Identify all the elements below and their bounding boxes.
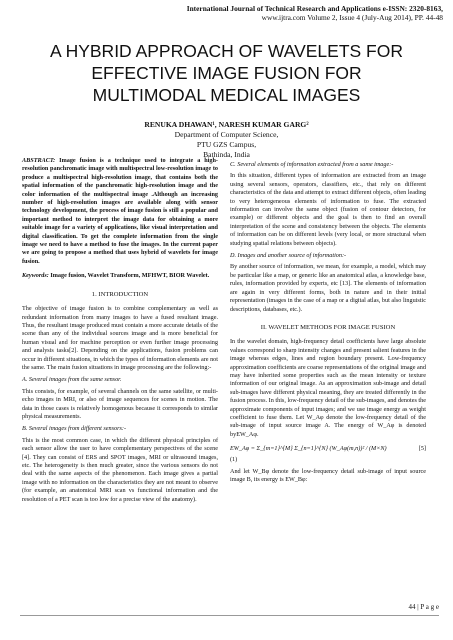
left-column bbox=[22, 157, 218, 508]
subsection-b-text: This is the most common case, in which the different physical principles of each sensor allow the user to have complementary perspectives of the scene [4]. They can consist of ERS and SPOT images, MRI or ultrasound images, etc. The heterogeneity is then much greater, since the various sensors do not deal with the same aspects of the phenomenon. Each image gives a partial image with no information on the characteristics they are not meant to observe (for example, an anatomical MRI scan vs functional information and the resolution of a PET scan is too low for a precise view of the anatomy). bbox=[22, 436, 218, 503]
title-line3: MULTIMODAL MEDICAL IMAGES bbox=[92, 85, 361, 105]
subsection-d-heading: D. Images and another source of information:- bbox=[230, 252, 347, 260]
intro-paragraph: The objective of image fusion is to combine complementary as well as redundant information from many images to have a fused resultant image. Thus, the resultant image produced must contain a more accurate details of the scene than any of the individual sources image and is more beneficial for human visual and for machine perception or even further image processing and analysis tasks[2]. Depending on the applications, fusion problems can occur in different situations, in which the types of information elements are not the same. The main fusion situations in image processing are the following:- bbox=[22, 305, 218, 371]
abstract-label: ABSTRACT: bbox=[22, 157, 56, 164]
abstract bbox=[22, 157, 218, 266]
subsection-c-text: In this situation, different types of information are extracted from an image using several sensors, operators, classifiers, etc., that rely on different characteristics of the data and attempt to extract different objects, often leading to very heterogeneous elements of information to fuse. The extracted information can involve the same object (fusion of contour detectors, for example) or different objects and the goal is then to find an overall interpretation of the scene and consistency between the objects. The elements of information can be on different levels (very local, or more structural when studying spatial relations between objects). bbox=[230, 172, 426, 247]
journal-header-line1: International Journal of Technical Research and Applications e-ISSN: 2320-8163, bbox=[186, 4, 443, 13]
author-institution: PTU GZS Campus, bbox=[196, 140, 257, 149]
abstract-text: Image fusion is a technique used to integrate a high-resolution panchromatic image with multispectral low-resolution image to produce a multispectral high-resolution image, that contains both the spatial information of the panchromatic high-resolution image and the color information of the multispectral image .Although an increasing number of high-resolution images are available along with sensor technology development, the process of image fusion is still a popular and important method to interpret the image data for obtaining a more suitable image for a variety of applications, like visual interpretation and digital classification. To get the complete information from the single image we need to have a method to fuse the images. In the current paper we are going to propose a method that uses hybrid of wavelets for image fusion. bbox=[22, 157, 218, 265]
paper-title bbox=[0, 40, 453, 106]
keywords-text: Image fusion, Wavelet Transform, MFHWT, BIOR Wavelet. bbox=[48, 272, 210, 280]
author-block bbox=[0, 120, 453, 160]
author-names: RENUKA DHAWAN¹, NARESH KUMAR GARG² bbox=[144, 120, 309, 129]
journal-header-line2: www.ijtra.com Volume 2, Issue 4 (July-Aug 2014), PP. 44-48 bbox=[261, 13, 443, 22]
title-line1: A HYBRID APPROACH OF WAVELETS FOR bbox=[50, 41, 403, 61]
subsection-c-heading: C. Several elements of information extracted from a same image:- bbox=[230, 161, 394, 168]
journal-header bbox=[187, 4, 443, 22]
equation-row bbox=[230, 445, 426, 453]
after-equation-text: And let W_Bφ denote the low-frequency detail sub-image of input source image B, its energy is EW_Bφ: bbox=[230, 468, 426, 484]
right-column bbox=[230, 157, 426, 489]
footer-divider bbox=[20, 615, 439, 616]
author-department: Department of Computer Science, bbox=[174, 130, 279, 139]
page-number: 44 | P a g e bbox=[408, 603, 439, 611]
equation: EW_Aφ = Σ_{m=1}^{M} Σ_{n=1}^{N} (W_Aφ(m,n))² / (M×N) bbox=[230, 445, 387, 453]
section-introduction-heading: 1. INTRODUCTION bbox=[91, 290, 149, 298]
subsection-d-text: By another source of information, we mean, for example, a model, which may be particular like a map, or generic like an anatomical atlas, a knowledge base, rules, information provided by experts, etc [13]. The elements of information are again in very different forms, both in nature and in their initial representation (images in the case of a map or a digital atlas, but also linguistic descriptions, databases, etc.). bbox=[230, 263, 426, 313]
subsection-a-text: This consists, for example, of several channels on the same satellite, or multi-echo images in MRI, or also of image sequences for scenes in motion. The data in those cases is relatively homogenous because it corresponds to similar physical measurements. bbox=[22, 387, 218, 420]
subsection-a-heading: A. Several images from the same sensor. bbox=[22, 376, 122, 384]
section-wavelet-heading: II. WAVELET METHODS FOR IMAGE FUSION bbox=[260, 323, 396, 331]
equation-reference: [5] bbox=[418, 445, 426, 453]
equation-label: (1) bbox=[230, 455, 238, 463]
keywords bbox=[22, 272, 218, 280]
subsection-b-heading: B. Several images from different sensors:- bbox=[22, 425, 127, 433]
title-line2: EFFECTIVE IMAGE FUSION FOR bbox=[91, 63, 362, 83]
author-city: Bathinda, India bbox=[203, 150, 250, 159]
wavelet-paragraph: In the wavelet domain, high-frequency detail coefficients have large absolute values correspond to sharp intensity changes and present salient features in the image whereas edges, lines and region boundary present. Low-frequency approximation coefficients are coarse representations of the original image and may have inherited some properties such as the mean intensity or texture information of our original image. As an approximation sub-image and detail sub-images have different physical meaning, they are treated differently in the fusion process. In this, low-frequency detail of the sub-images, and denotes the approximate components of input images; and we use image energy as weight coefficient to fuse them. Let W_Aφ denote the low-frequency detail of the sub-image of input source image A. The energy of W_Aφ is denoted byEW_Aφ. bbox=[230, 338, 426, 438]
keywords-label: Keywords: bbox=[22, 272, 49, 280]
